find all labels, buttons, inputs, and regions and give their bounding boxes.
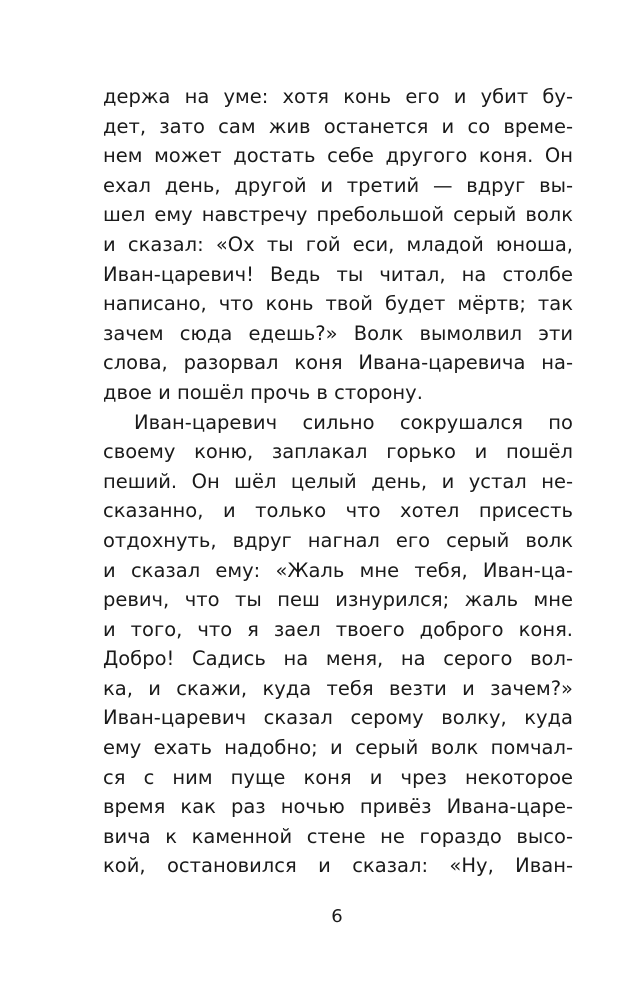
text-line: пеший. Он шёл целый день, и устал не- <box>103 469 573 493</box>
page-number: 6 <box>331 906 343 927</box>
text-line: и того, что я заел твоего доброго коня. <box>103 617 573 641</box>
text-line: ехал день, другой и третий — вдруг вы- <box>103 173 573 197</box>
paragraph-2 <box>103 408 573 882</box>
text-line: слова, разорвал коня Ивана-царевича на- <box>103 351 573 375</box>
text-line: Иван-царевич сказал серому волку, куда <box>103 706 573 730</box>
text-line: Иван-царевич! Ведь ты читал, на столбе <box>103 262 573 286</box>
text-line: двое и пошёл прочь в сторону. <box>103 380 423 404</box>
text-line: сказанно, и только что хотел присесть <box>103 499 573 523</box>
text-line: Добро! Садись на меня, на серого вол- <box>103 647 573 671</box>
text-line: шел ему навстречу пребольшой серый волк <box>103 203 573 227</box>
text-line: держа на уме: хотя конь его и убит бу- <box>103 85 573 108</box>
paragraph-1 <box>103 82 573 408</box>
text-line: и сказал: «Ох ты гой еси, младой юноша, <box>103 232 573 256</box>
text-line: дет, зато сам жив останется и со време- <box>103 114 573 138</box>
text-line: ревич, что ты пеш изнурился; жаль мне <box>103 588 573 612</box>
text-line: написано, что конь твой будет мёртв; так <box>103 292 573 316</box>
text-line: вича к каменной стене не гораздо высо- <box>103 824 573 848</box>
text-line: время как раз ночью привёз Ивана-царе- <box>103 795 573 819</box>
text-line: Иван-царевич сильно сокрушался по <box>134 410 573 434</box>
text-line: зачем сюда едешь?» Волк вымолвил эти <box>103 321 573 345</box>
text-line: отдохнуть, вдруг нагнал его серый волк <box>103 528 573 552</box>
text-line: ся с ним пуще коня и чрез некоторое <box>103 765 573 789</box>
text-line: нем может достать себе другого коня. Он <box>103 144 573 168</box>
text-line: ка, и скажи, куда тебя везти и зачем?» <box>103 676 573 700</box>
text-line: ему ехать надобно; и серый волк помчал- <box>103 736 573 760</box>
text-line: и сказал ему: «Жаль мне тебя, Иван-ца- <box>103 558 573 582</box>
body-text <box>103 82 573 881</box>
text-line: кой, остановился и сказал: «Ну, Иван- <box>103 854 573 878</box>
text-line: своему коню, заплакал горько и пошёл <box>103 440 573 464</box>
